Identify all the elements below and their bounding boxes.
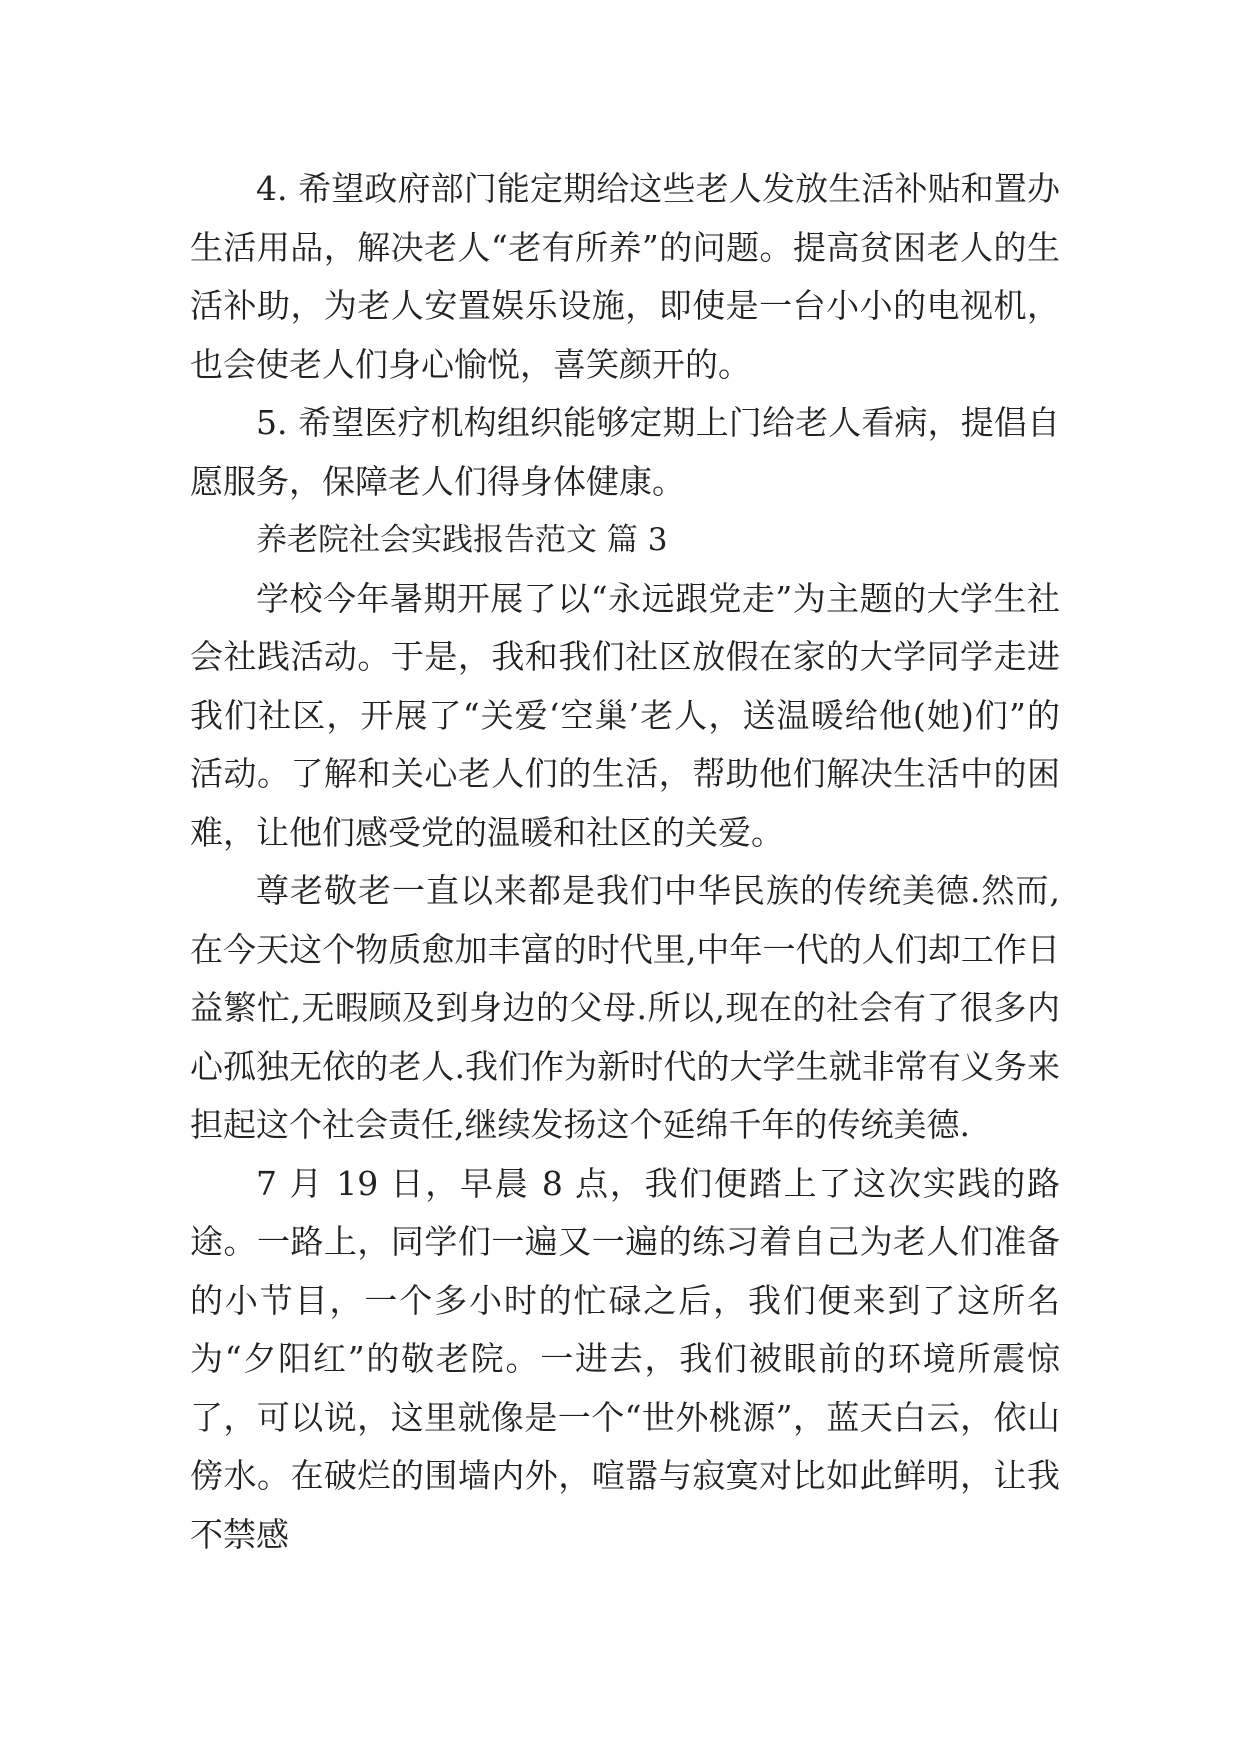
document-body — [190, 160, 1060, 1564]
paragraph-recommendation-4: 4. 希望政府部门能定期给这些老人发放生活补贴和置办生活用品，解决老人“老有所养”的问题。提高贫困老人的生活补助，为老人安置娱乐设施，即使是一台小小的电视机，也会使老人们身心愉悦，喜笑颜开的。 — [190, 169, 1060, 384]
paragraph-recommendation-5: 5. 希望医疗机构组织能够定期上门给老人看病，提倡自愿服务，保障老人们得身体健康。 — [190, 403, 1060, 501]
paragraph-respect-elders: 尊老敬老一直以来都是我们中华民族的传统美德.然而,在今天这个物质愈加丰富的时代里,中年一代的人们却工作日益繁忙,无暇顾及到身边的父母.所以,现在的社会有了很多内心孤独无依的老人.我们作为新时代的大学生就非常有义务来担起这个社会责任,继续发扬这个延绵千年的传统美德. — [190, 871, 1060, 1144]
section-heading: 养老院社会实践报告范文 篇 3 — [256, 522, 668, 558]
paragraph-activity-intro: 学校今年暑期开展了以“永远跟党走”为主题的大学生社会社践活动。于是，我和我们社区放假在家的大学同学走进我们社区，开展了“关爱‘空巢’老人，送温暖给他(她)们”的活动。了解和关心老人们的生活，帮助他们解决生活中的困难，让他们感受党的温暖和社区的关爱。 — [190, 578, 1060, 852]
paragraph-visit-narrative: 7 月 19 日，早晨 8 点，我们便踏上了这次实践的路途。一路上，同学们一遍又一遍的练习着自己为老人们准备的小节目，一个多小时的忙碌之后，我们便来到了这所名为“夕阳红”的敬老院。一进去，我们被眼前的环境所震惊了，可以说，这里就像是一个“世外桃源”，蓝天白云，依山傍水。在破烂的围墙内外，喧嚣与寂寞对比如此鲜明，让我不禁感 — [190, 1163, 1060, 1554]
